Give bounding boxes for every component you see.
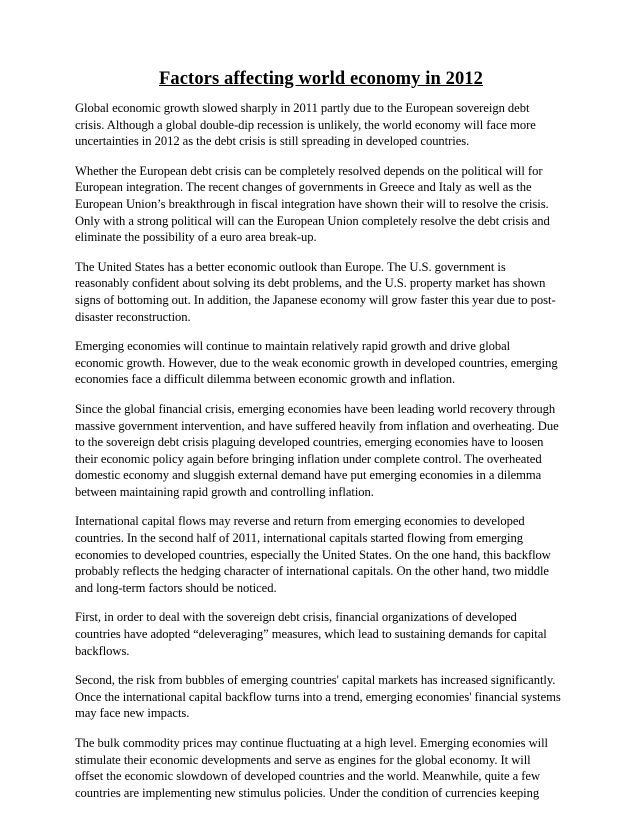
text-line: their economic policy again before bringing inflation under complete control. The overheated — [75, 451, 542, 466]
text-line: crisis. Although a global double-dip recession is unlikely, the world economy will face more — [75, 117, 536, 132]
text-line: stimulate their economic developments and serve as engines for the global economy. It will — [75, 752, 531, 767]
text-line: countries. In the second half of 2011, international capitals started flowing from emerging — [75, 531, 523, 546]
text-line: Second, the risk from bubbles of emerging countries' capital markets has increased significantly. — [75, 673, 556, 688]
paragraph — [75, 735, 567, 801]
text-line: between maintaining rapid growth and controlling inflation. — [75, 484, 374, 499]
document-page — [75, 68, 567, 814]
paragraph — [75, 163, 567, 246]
text-line: may face new impacts. — [75, 706, 190, 721]
text-line: and long-term factors should be noticed. — [75, 580, 277, 595]
paragraph — [75, 338, 567, 388]
text-line: Whether the European debt crisis can be completely resolved depends on the political will for — [75, 163, 543, 178]
text-line: eliminate the possibility of a euro area break-up. — [75, 230, 317, 245]
text-line: Global economic growth slowed sharply in 2011 partly due to the European sovereign debt — [75, 101, 530, 115]
text-line: countries are implementing new stimulus policies. Under the condition of currencies keeping — [75, 785, 540, 800]
text-line: The United States has a better economic outlook than Europe. The U.S. government is — [75, 259, 506, 274]
document-title: Factors affecting world economy in 2012 — [159, 69, 483, 89]
paragraph — [75, 513, 567, 596]
text-line: Since the global financial crisis, emerging economies have been leading world recovery through — [75, 401, 556, 416]
text-line: massive government intervention, and have suffered heavily from inflation and overheating. Due — [75, 418, 559, 433]
text-line: countries have adopted “deleveraging” measures, which lead to sustaining demands for capital — [75, 627, 547, 642]
paragraph — [75, 401, 567, 501]
text-line: offset the economic slowdown of developed countries and the world. Meanwhile, quite a few — [75, 769, 541, 784]
text-line: economies to developed countries, especially the United States. On the one hand, this backflow — [75, 547, 551, 562]
paragraph — [75, 259, 567, 325]
text-line: European integration. The recent changes of governments in Greece and Italy as well as the — [75, 180, 532, 195]
text-line: disaster reconstruction. — [75, 309, 191, 324]
text-line: International capital flows may reverse and return from emerging economies to developed — [75, 514, 525, 529]
text-line: to the sovereign debt crisis plaguing developed countries, emerging economies have to loosen — [75, 435, 544, 450]
text-line: First, in order to deal with the sovereign debt crisis, financial organizations of developed — [75, 610, 517, 625]
text-line: signs of bottoming out. In addition, the Japanese economy will grow faster this year due to post- — [75, 292, 556, 307]
text-line: economic growth. However, due to the weak economic growth in developed countries, emerging — [75, 355, 558, 370]
text-line: Emerging economies will continue to maintain relatively rapid growth and drive global — [75, 339, 511, 354]
text-line: Only with a strong political will can the European Union completely resolve the debt crisis and — [75, 213, 550, 228]
document-body — [75, 100, 567, 801]
text-line: probably reflects the hedging character of international capitals. On the other hand, two middle — [75, 564, 549, 579]
text-line: economies face a difficult dilemma between economic growth and inflation. — [75, 372, 456, 387]
paragraph — [75, 609, 567, 659]
text-line: reasonably confident about solving its debt problems, and the U.S. property market has shown — [75, 276, 546, 291]
text-line: domestic economy and sluggish external demand have put emerging economies in a dilemma — [75, 468, 542, 483]
paragraph — [75, 100, 567, 150]
text-line: The bulk commodity prices may continue fluctuating at a high level. Emerging economies will — [75, 736, 548, 750]
text-line: backflows. — [75, 643, 130, 658]
text-line: Once the international capital backflow turns into a trend, emerging economies' financial systems — [75, 689, 561, 704]
text-line: European Union’s breakthrough in fiscal integration have shown their will to resolve the crisis. — [75, 196, 549, 211]
text-line: uncertainties in 2012 as the debt crisis is still spreading in developed countries. — [75, 134, 470, 149]
paragraph — [75, 672, 567, 722]
